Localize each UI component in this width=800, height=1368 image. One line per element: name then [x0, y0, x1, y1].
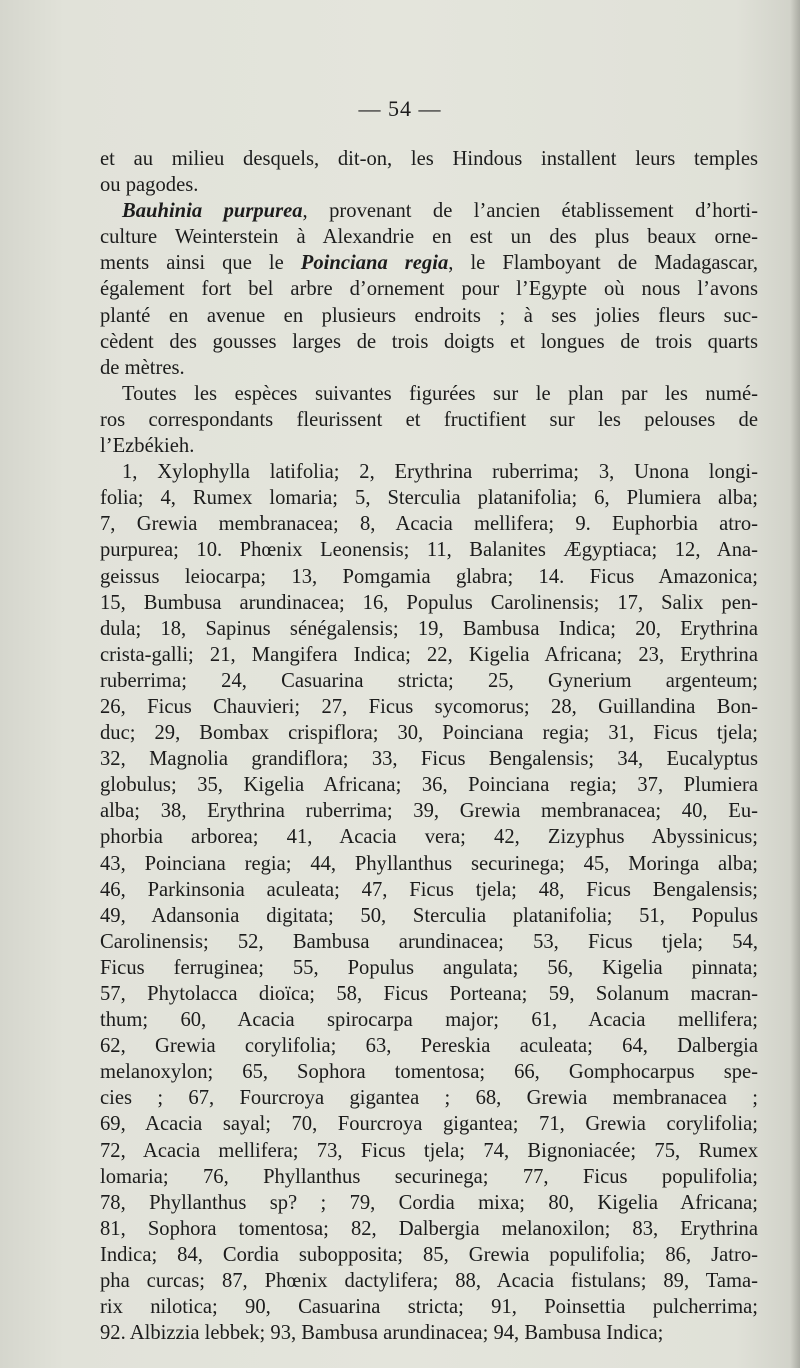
page-body-text: [100, 146, 758, 1346]
text-line: [100, 146, 758, 172]
text-line: [100, 694, 758, 720]
text-segment: ou pagodes.: [100, 174, 199, 197]
text-line: [100, 564, 758, 590]
text-segment: 49, Adansonia digitata; 50, Sterculia platanifolia; 51, Populus: [100, 904, 758, 927]
text-line: [100, 511, 758, 537]
text-line: [100, 1242, 758, 1268]
text-line: [100, 433, 758, 459]
text-line: [100, 1216, 758, 1242]
text-segment: crista-galli; 21, Mangifera Indica; 22, Kigelia Africana; 23, Erythrina: [100, 643, 758, 666]
text-segment: 15, Bumbusa arundinacea; 16, Populus Carolinensis; 17, Salix pen-: [100, 591, 758, 614]
text-segment: ruberrima; 24, Casuarina stricta; 25, Gynerium argenteum;: [100, 669, 758, 692]
text-line: [100, 1111, 758, 1137]
text-line: [100, 903, 758, 929]
text-segment: melanoxylon; 65, Sophora tomentosa; 66, Gomphocarpus spe-: [100, 1061, 758, 1084]
text-segment: 57, Phytolacca dioïca; 58, Ficus Porteana; 59, Solanum macran-: [100, 983, 758, 1005]
text-line: [100, 537, 758, 563]
text-segment: également fort bel arbre d’ornement pour l’Egypte où nous l’avons: [100, 278, 758, 301]
text-line: [100, 407, 758, 433]
text-segment: purpurea; 10. Phœnix Leonensis; 11, Balanites Ægyptiaca; 12, Ana-: [100, 539, 758, 562]
text-line: [100, 1320, 758, 1346]
text-segment: 69, Acacia sayal; 70, Fourcroya gigantea; 71, Grewia corylifolia;: [100, 1113, 758, 1136]
text-segment: dula; 18, Sapinus sénégalensis; 19, Bambusa Indica; 20, Erythrina: [100, 617, 758, 640]
italic-species-name: Bauhinia purpurea: [122, 200, 303, 223]
text-line: [100, 303, 758, 329]
text-segment: alba; 38, Erythrina ruberrima; 39, Grewia membranacea; 40, Eu-: [100, 800, 758, 823]
italic-species-name: Poinciana regia: [300, 252, 449, 275]
text-line: [100, 1085, 758, 1111]
text-segment: , le Flamboyant de Madagascar,: [448, 252, 759, 275]
text-segment: Indica; 84, Cordia subopposita; 85, Grewia populifolia; 86, Jatro-: [100, 1243, 758, 1266]
text-segment: lomaria; 76, Phyllanthus securinega; 77, Ficus populifolia;: [100, 1165, 758, 1188]
text-segment: rix nilotica; 90, Casuarina stricta; 91, Poinsettia pulcherrima;: [100, 1296, 758, 1319]
page-number: — 54 —: [358, 96, 442, 121]
text-line: [100, 250, 758, 276]
text-segment: culture Weinterstein à Alexandrie en est un des plus beaux orne-: [100, 226, 758, 249]
text-line: [100, 668, 758, 694]
text-line: [100, 720, 758, 746]
text-segment: 81, Sophora tomentosa; 82, Dalbergia melanoxilon; 83, Erythrina: [100, 1217, 758, 1240]
text-line: [100, 459, 758, 485]
text-segment: Ficus ferruginea; 55, Populus angulata; 56, Kigelia pinnata;: [100, 956, 758, 979]
text-segment: 43, Poinciana regia; 44, Phyllanthus securinega; 45, Moringa alba;: [100, 852, 758, 875]
text-segment: duc; 29, Bombax crispiflora; 30, Poinciana regia; 31, Ficus tjela;: [100, 722, 758, 745]
page-edge-shadow: [790, 0, 800, 1368]
text-segment: 1, Xylophylla latifolia; 2, Erythrina ruberrima; 3, Unona longi-: [122, 461, 758, 484]
text-segment: 92. Albizzia lebbek; 93, Bambusa arundinacea; 94, Bambusa Indica;: [100, 1322, 664, 1345]
text-line: [100, 172, 758, 198]
text-segment: phorbia arborea; 41, Acacia vera; 42, Zizyphus Abyssinicus;: [100, 826, 758, 849]
text-line: [100, 877, 758, 903]
text-line: [100, 1294, 758, 1320]
text-segment: folia; 4, Rumex lomaria; 5, Sterculia platanifolia; 6, Plumiera alba;: [100, 487, 758, 510]
text-line: [100, 329, 758, 355]
text-line: [100, 1190, 758, 1216]
text-line: [100, 485, 758, 511]
text-line: [100, 642, 758, 668]
text-segment: geissus leiocarpa; 13, Pomgamia glabra; 14. Ficus Amazonica;: [100, 565, 758, 588]
text-line: [100, 851, 758, 877]
text-segment: l’Ezbékieh.: [100, 435, 195, 458]
text-segment: 72, Acacia mellifera; 73, Ficus tjela; 74, Bignoniacée; 75, Rumex: [100, 1139, 758, 1162]
text-line: [100, 798, 758, 824]
text-segment: Carolinensis; 52, Bambusa arundinacea; 53, Ficus tjela; 54,: [100, 930, 758, 953]
text-line: [100, 1007, 758, 1033]
text-segment: 26, Ficus Chauvieri; 27, Ficus sycomorus; 28, Guillandina Bon-: [100, 695, 758, 718]
text-segment: thum; 60, Acacia spirocarpa major; 61, Acacia mellifera;: [100, 1009, 758, 1032]
text-segment: cèdent des gousses larges de trois doigts et longues de trois quarts: [100, 330, 758, 353]
text-segment: 7, Grewia membranacea; 8, Acacia mellifera; 9. Euphorbia atro-: [100, 513, 758, 536]
text-segment: Toutes les espèces suivantes figurées sur le plan par les numé-: [122, 382, 758, 405]
text-segment: ros correspondants fleurissent et fructifient sur les pelouses de: [100, 408, 758, 431]
text-line: [100, 590, 758, 616]
text-line: [100, 772, 758, 798]
text-segment: de mètres.: [100, 356, 185, 379]
text-segment: pha curcas; 87, Phœnix dactylifera; 88, Acacia fistulans; 89, Tama-: [100, 1270, 758, 1293]
text-segment: cies ; 67, Fourcroya gigantea ; 68, Grewia membranacea ;: [100, 1087, 758, 1110]
text-line: [100, 1059, 758, 1085]
text-line: [100, 1164, 758, 1190]
text-line: [100, 1033, 758, 1059]
text-line: [100, 1268, 758, 1294]
text-line: [100, 981, 758, 1007]
text-line: [100, 381, 758, 407]
text-segment: 46, Parkinsonia aculeata; 47, Ficus tjela; 48, Ficus Bengalensis;: [100, 878, 758, 901]
text-segment: ments ainsi que le: [100, 252, 301, 275]
text-segment: , provenant de l’ancien établissement d’horti-: [302, 200, 758, 223]
text-line: [100, 746, 758, 772]
text-line: [100, 224, 758, 250]
text-line: [100, 355, 758, 381]
text-line: [100, 616, 758, 642]
text-segment: 32, Magnolia grandiflora; 33, Ficus Bengalensis; 34, Eucalyptus: [100, 748, 758, 771]
text-segment: planté en avenue en plusieurs endroits ; à ses jolies fleurs suc-: [100, 304, 758, 327]
text-segment: 62, Grewia corylifolia; 63, Pereskia aculeata; 64, Dalbergia: [100, 1035, 758, 1058]
text-line: [100, 929, 758, 955]
text-segment: et au milieu desquels, dit-on, les Hindous installent leurs temples: [100, 148, 758, 170]
text-segment: 78, Phyllanthus sp? ; 79, Cordia mixa; 80, Kigelia Africana;: [100, 1191, 758, 1214]
text-segment: globulus; 35, Kigelia Africana; 36, Poinciana regia; 37, Plumiera: [100, 774, 758, 797]
text-line: [100, 276, 758, 302]
text-line: [100, 1138, 758, 1164]
text-line: [100, 824, 758, 850]
text-line: [100, 955, 758, 981]
text-line: [100, 198, 758, 224]
